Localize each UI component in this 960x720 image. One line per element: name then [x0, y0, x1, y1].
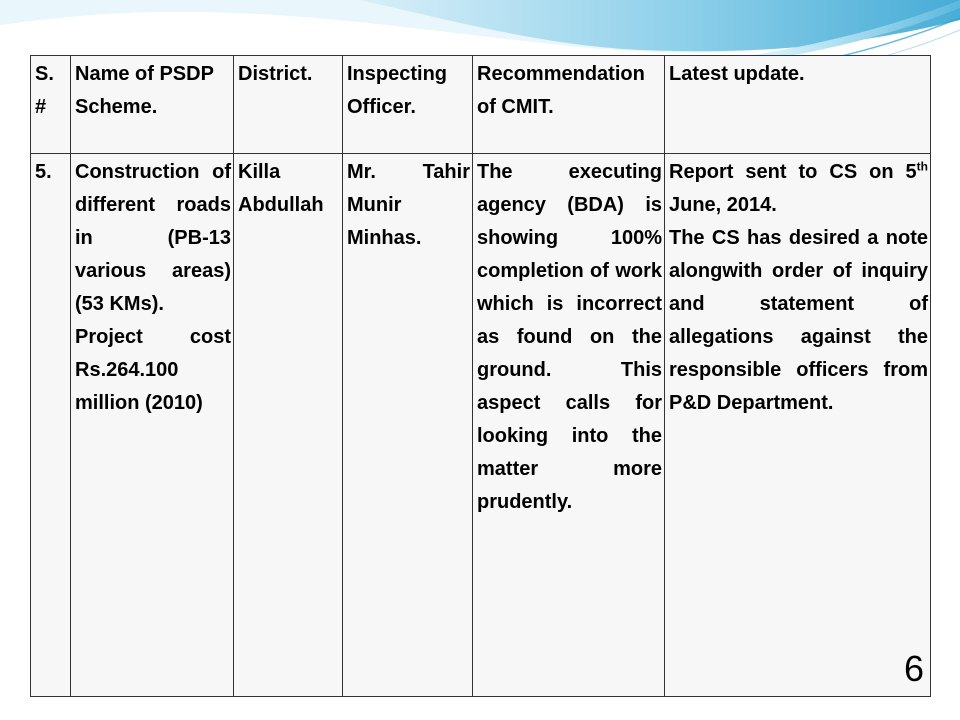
cell-inspecting-officer: Mr. Tahir Munir Minhas. — [343, 154, 473, 697]
cell-latest-update — [665, 154, 931, 697]
cell-district: Killa Abdullah — [234, 154, 343, 697]
scheme-table-container — [30, 55, 931, 697]
scheme-description: Construction of different roads in (PB-13 various areas) (53 KMs). — [75, 161, 231, 315]
header-serial-number: S. # — [31, 56, 71, 154]
table-row — [31, 154, 931, 697]
header-district: District. — [234, 56, 343, 154]
page-number: 6 — [903, 648, 924, 689]
cell-recommendation: The executing agency (BDA) is showing 100% completion of work which is incorrect as found on the ground. This aspect calls for looking into the matter more prudently. — [473, 154, 665, 697]
cell-serial-number: 5. — [31, 154, 71, 697]
update-cs-note: The CS has desired a note alongwith order of inquiry and statement of allegations against the responsible officers from P&D Department. — [669, 227, 928, 414]
header-recommendation: Recommendation of CMIT. — [473, 56, 665, 154]
header-inspecting-officer: Inspecting Officer. — [343, 56, 473, 154]
scheme-project-cost: Project cost Rs.264.100 million (2010) — [75, 326, 231, 414]
cell-scheme-name — [71, 154, 234, 697]
update-date-superscript: th — [916, 159, 928, 174]
update-report-text: Report sent to CS on 5 — [669, 161, 917, 183]
table-header-row — [31, 56, 931, 154]
psdp-scheme-table — [30, 55, 931, 697]
header-scheme-name: Name of PSDP Scheme. — [71, 56, 234, 154]
update-report-line — [669, 156, 928, 222]
header-latest-update: Latest update. — [665, 56, 931, 154]
update-report-date: June, 2014. — [669, 194, 777, 216]
